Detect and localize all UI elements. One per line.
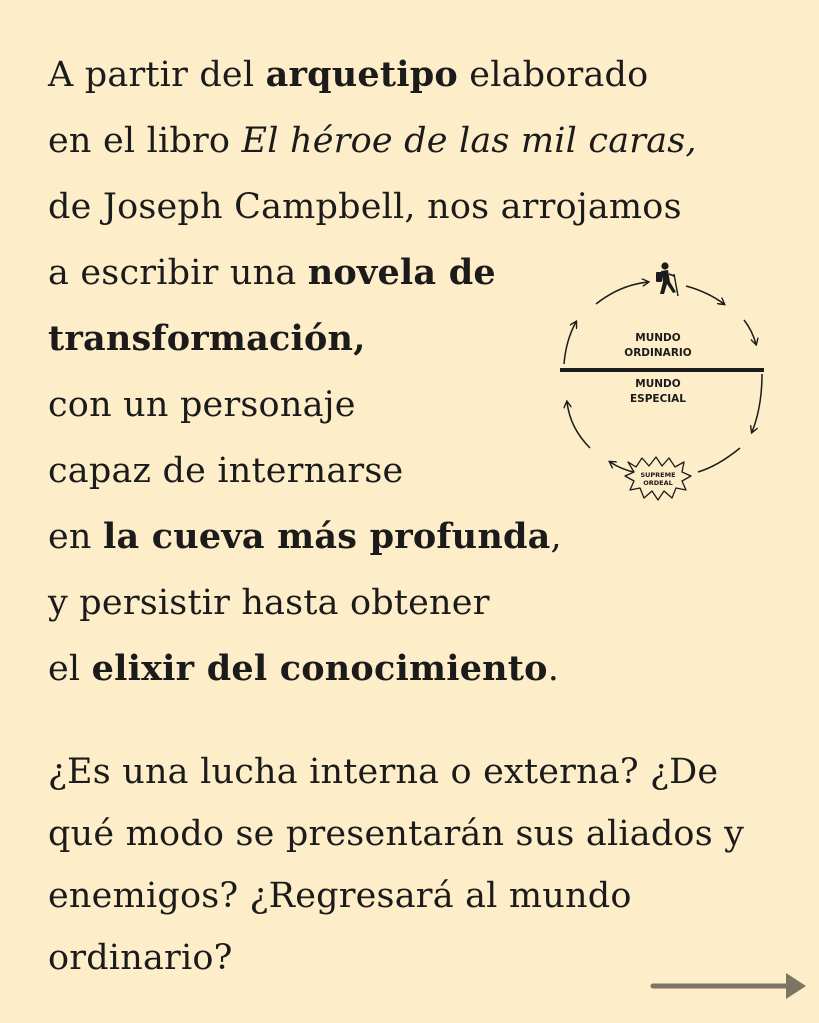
text-run: . bbox=[547, 649, 560, 689]
intro-line-2 bbox=[48, 108, 697, 174]
intro-line-3: de Joseph Campbell, nos arrojamos bbox=[48, 187, 682, 227]
journey-arc bbox=[744, 320, 756, 344]
journey-arc bbox=[698, 448, 740, 472]
question-line-2: qué modo se presentarán sus aliados y bbox=[48, 814, 745, 854]
journey-arc bbox=[752, 374, 762, 432]
book-title: El héroe de las mil caras, bbox=[241, 121, 697, 161]
intro-line-1 bbox=[48, 42, 697, 108]
bold-text: transformación, bbox=[48, 318, 366, 359]
questions-paragraph bbox=[48, 741, 744, 989]
bold-text: la cueva más profunda bbox=[102, 516, 551, 557]
text-run: en bbox=[48, 517, 103, 557]
journey-arc bbox=[596, 282, 648, 304]
text-run: en el libro bbox=[48, 121, 242, 161]
hiker-icon bbox=[656, 262, 678, 296]
bold-text: elixir del conocimiento bbox=[91, 648, 548, 689]
intro-line-10 bbox=[48, 636, 697, 702]
ordeal-label: ORDEAL bbox=[643, 479, 673, 487]
question-line-4: ordinario? bbox=[48, 938, 233, 978]
text-run: el bbox=[48, 649, 92, 689]
text-run: , bbox=[550, 517, 562, 557]
hero-journey-diagram bbox=[548, 252, 788, 522]
intro-line-9: y persistir hasta obtener bbox=[48, 583, 490, 623]
intro-line-6: con un personaje bbox=[48, 385, 356, 425]
journey-arc bbox=[567, 402, 590, 448]
arrow-right-icon[interactable] bbox=[650, 966, 810, 1006]
intro-line-7: capaz de internarse bbox=[48, 451, 404, 491]
lower-world-label: ESPECIAL bbox=[629, 393, 687, 405]
journey-arc bbox=[686, 286, 724, 304]
bold-text: novela de bbox=[307, 252, 496, 293]
text-run: a escribir una bbox=[48, 253, 308, 293]
lower-world-label: MUNDO bbox=[635, 378, 681, 390]
text-run: elaborado bbox=[457, 55, 649, 95]
ordeal-label: SUPREME bbox=[640, 471, 676, 479]
bold-text: arquetipo bbox=[265, 54, 458, 95]
upper-world-label: MUNDO bbox=[635, 332, 681, 344]
text-run: A partir del bbox=[48, 55, 266, 95]
journey-arc bbox=[564, 322, 576, 364]
upper-world-label: ORDINARIO bbox=[624, 347, 692, 359]
question-line-1: ¿Es una lucha interna o externa? ¿De bbox=[48, 752, 719, 792]
question-line-3: enemigos? ¿Regresará al mundo bbox=[48, 876, 632, 916]
